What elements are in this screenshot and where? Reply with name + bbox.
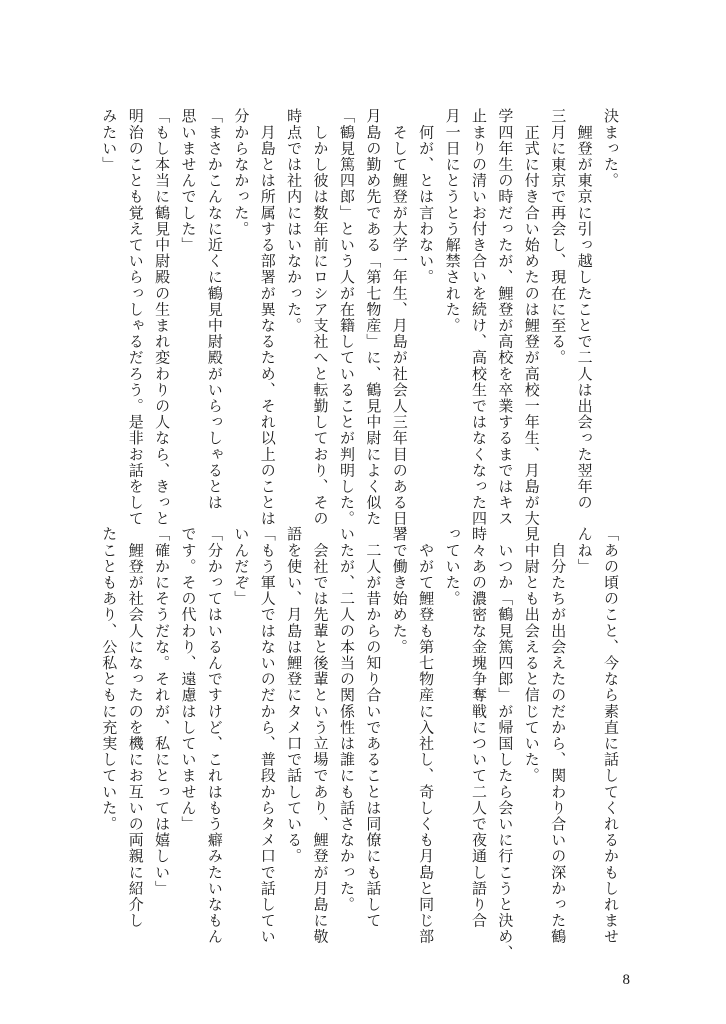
text-line: いんだぞ」	[232, 526, 251, 607]
text-line: みたい」	[100, 108, 119, 173]
text-line: そして鯉登が大学一年生、月島が社会人三年目のある日、	[390, 108, 409, 543]
text-line: 時々あの濃密な金塊争奪戦について二人で夜通し語り合	[469, 526, 488, 929]
text-line: 会社では先輩と後輩という立場であり、鯉登が月島に敬	[311, 526, 330, 945]
text-line: んね」	[575, 526, 594, 575]
page-number: 8	[622, 972, 630, 988]
text-line: 語を使い、月島は鯉登にタメ口で話している。	[285, 526, 304, 865]
text-line: 「もし本当に鶴見中尉殿の生まれ変わりの人なら、きっと	[153, 108, 172, 527]
text-line: 分からなかった。	[232, 108, 251, 237]
text-line: です。その代わり、遠慮はしていません」	[179, 526, 198, 832]
text-line: 月島の勤め先である「第七物産」に、鶴見中尉によく似た	[364, 108, 383, 527]
text-block-lower	[96, 526, 624, 961]
text-line: 何が、とは言わない。	[417, 108, 436, 286]
text-line: 正式に付き合い始めたのは鯉登が高校一年生、月島が大	[522, 108, 541, 527]
text-line: やがて鯉登も第七物産に入社し、奇しくも月島と同じ部	[417, 526, 436, 945]
text-block-upper	[96, 108, 624, 543]
text-line: 署で働き始めた。	[390, 526, 409, 655]
text-line: 思いませんでした」	[179, 108, 198, 253]
text-line: 「あの頃のこと、今なら素直に話してくれるかもしれませ	[602, 526, 620, 945]
text-line: 自分たちが出会えたのだから、関わり合いの深かった鶴	[549, 526, 568, 945]
text-line: っていた。	[443, 526, 462, 607]
text-line: 二人が昔からの知り合いであることは同僚にも話して	[364, 526, 383, 929]
text-line: 「確かにそうだな。それが、私にとっては嬉しい」	[153, 526, 172, 897]
text-line: 鯉登が社会人になったのを機にお互いの両親に紹介し	[126, 526, 145, 929]
text-line: 「鶴見篤四郎」という人が在籍していることが判明した。	[337, 108, 356, 527]
text-line: 「もう軍人ではないのだから、普段からタメ口で話してい	[258, 526, 277, 945]
text-line: いつか「鶴見篤四郎」が帰国したら会いに行こうと決め、	[496, 526, 515, 961]
text-line: 三月に東京で再会し、現在に至る。	[549, 108, 568, 366]
text-line: 「分かってはいるんですけど、これはもう癖みたいなもん	[205, 526, 224, 945]
text-line: 月島とは所属する部署が異なるため、それ以上のことは	[258, 108, 277, 527]
text-line: いたが、二人の本当の関係性は誰にも話さなかった。	[337, 526, 356, 913]
text-line: 明治のことも覚えていらっしゃるだろう。是非お話をして	[126, 108, 145, 527]
text-line: しかし彼は数年前にロシア支社へと転勤しており、その	[311, 108, 330, 527]
text-line: 見中尉とも出会えると信じていた。	[522, 526, 541, 784]
text-line: たこともあり、公私ともに充実していた。	[100, 526, 119, 832]
text-line: 学四年生の時だったが、鯉登が高校を卒業するまではキス	[496, 108, 515, 527]
text-line: 決まった。	[602, 108, 620, 189]
text-line: 「まさかこんなに近くに鶴見中尉殿がいらっしゃるとは	[205, 108, 224, 511]
text-line: 時点では社内にはいなかった。	[285, 108, 304, 334]
text-line: 止まりの清いお付き合いを続け、高校生ではなくなった四	[469, 108, 488, 527]
text-line: 鯉登が東京に引っ越したことで二人は出会った翌年の	[575, 108, 594, 511]
text-line: 月一日にとうとう解禁された。	[443, 108, 462, 334]
